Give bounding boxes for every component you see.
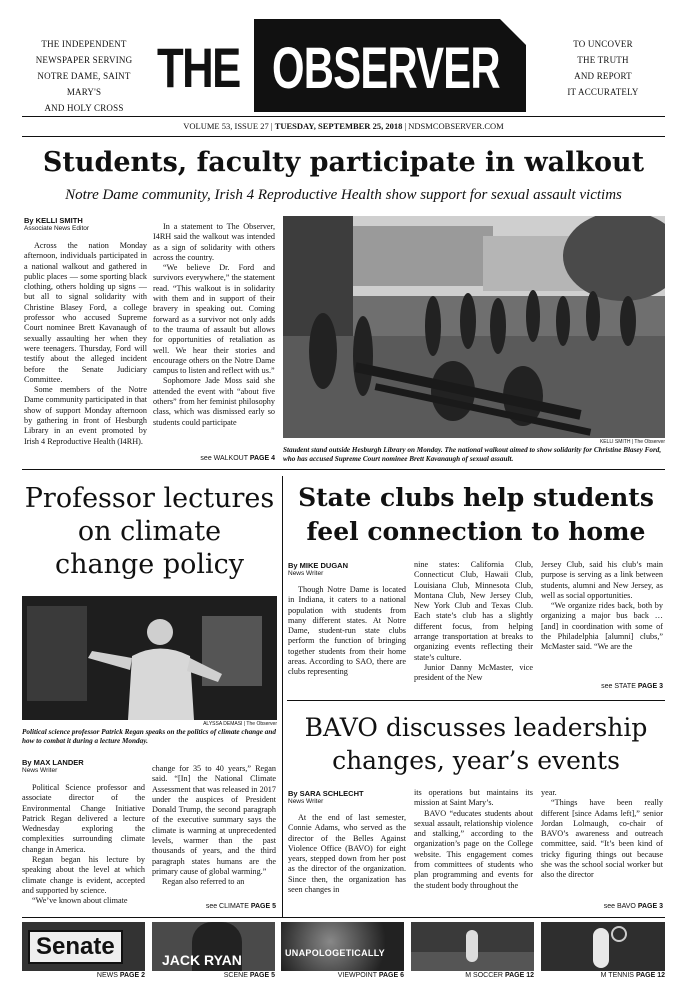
lead-col-2-text: In a statement to The Observer, I4RH said the walkout was intended as a sign of solidarity with others across the country. “We believe Dr. Ford and survivors everywhere,” the statement read. “This walkout is in solidarity with them and in support of their bravery in speaking out. Coming forward as a survivor not only adds to the trauma of assault but allows for opportunities of retaliation as well. We hear their stories and encourage others on the Notre Dame campus to listen and reflect with us.” Sophomore Jade Moss said she attended the event with “about five others” from her feminist philosophy class, which was dismissed early so students could participate — [153, 222, 275, 427]
climate-headline: Professor lectures on climate change policy — [24, 483, 275, 580]
lead-headline: Students, faculty participate in walkout — [42, 147, 645, 178]
lead-deck: Notre Dame community, Irish 4 Reproductive Health show support for sexual assault victims — [65, 187, 622, 203]
skybox-scene-label[interactable]: SCENE PAGE 5 — [223, 972, 275, 979]
skybox-news[interactable] — [22, 922, 145, 971]
bavo-col-2 — [414, 788, 533, 891]
masthead-observer-box — [254, 19, 526, 112]
climate-col-1-text: Political Science professor and associate director of the Environmental Change Initiative Patrick Regan delivered a lecture Wednesday exploring the complexities surrounding climate change in America. Regan began his lecture by speaking about the level at which climate change is evident, accepted and supported by science. “We’ve known about climate — [22, 783, 145, 906]
bavo-byline-role: News Writer — [288, 798, 324, 805]
clubs-col-3-text: Jersey Club, said his club’s main purpose is serving as a link between students, alumni and New Jersey, as well as social opportunities. “We organize rides back, both by organizing a major bus back … [and] in coordination with some of the Philadelphia [alumni] clubs,” McMaster said. “We are the — [541, 560, 663, 652]
clubs-bottom-rule — [287, 700, 665, 701]
clubs-col-2 — [414, 560, 533, 684]
bavo-col-1 — [288, 789, 406, 895]
issue-date: TUESDAY, SEPTEMBER 25, 2018 — [274, 121, 403, 131]
skybox-scene-overlay: JACK RYAN — [162, 952, 242, 968]
column-divider — [282, 476, 283, 918]
lead-byline-role: Associate News Editor — [24, 225, 90, 232]
climate-col-1 — [22, 758, 145, 907]
skybox-scene[interactable] — [152, 922, 275, 971]
clubs-col-3 — [541, 560, 663, 653]
skybox-viewpoint[interactable] — [281, 922, 404, 971]
climate-photo-caption: Political science professor Patrick Regan speaks on the politics of climate change and how to combat it during a lecture Monday. — [22, 728, 276, 745]
clubs-byline: By MIKE DUGAN — [288, 561, 349, 570]
bavo-col-3-text: year. “Things have been really different [since Adams left],” senior Jordan Lolmaugh, co-chair of BAVO’s awareness and outreach committee, said. “It’s been kind of tricky figuring things out because she was the school social worker but also the director — [541, 788, 663, 880]
clubs-col-2-text: nine states: California Club, Connecticut Club, Hawaii Club, Louisiana Club, Minnesota Club, Montana Club, New Jersey Club, New York Club and Texas Club. Each state’s club has a slightly different focus, from helping arrange transportation at breaks to organizing events reflecting their state’s culture. Junior Danny McMaster, vice president of the New — [414, 560, 533, 683]
skybox-mtennis-label[interactable]: M TENNIS PAGE 12 — [600, 972, 665, 979]
skybox-msoccer-label[interactable]: M SOCCER PAGE 12 — [465, 972, 534, 979]
skybox-msoccer[interactable] — [411, 922, 534, 971]
climate-byline: By MAX LANDER — [22, 758, 84, 767]
climate-jump[interactable]: see CLIMATE PAGE 5 — [205, 903, 276, 910]
bavo-col-2-text: its operations but maintains its mission at Saint Mary’s. BAVO “educates students about sexual assault, relationship violence and stalking,” according to the organization’s page on the College website. This engagement comes from committees of students who plan programming and events for the student body throughout the — [414, 788, 533, 890]
bavo-byline: By SARA SCHLECHT — [288, 789, 364, 798]
climate-col-2 — [152, 764, 276, 888]
skybox-news-overlay: Senate — [28, 930, 123, 964]
masthead-left-tagline: THE INDEPENDENT NEWSPAPER SERVING NOTRE DAME, SAINT MARY'S AND HOLY CROSS — [35, 39, 133, 113]
bavo-headline: BAVO discusses leadership changes, year’s events — [304, 713, 648, 775]
bavo-col-1-text: At the end of last semester, Connie Adams, who served as the director of the Belles Against Violence Office (BAVO) for eight years, stepped down from her post as the director of the organization. Since then, the organization has seen changes in — [288, 813, 406, 895]
skybox-top-rule — [22, 917, 665, 918]
masthead-observer: OBSERVER — [272, 36, 500, 101]
lead-byline: By KELLI SMITH — [24, 216, 83, 225]
lecture-photo-image — [22, 596, 277, 720]
lead-col-1-text: Across the nation Monday afternoon, individuals participated in a national walkout and gathered in public places — some sporting black clothing, others holding up signs — but all to signal solidarity with Christine Blasey Ford, a college professor who accused Supreme Court nominee Brett Kavanaugh of sexually assaulting her when they were teenagers. Thursday, Ford will testify about the alleged incident before the Senate Judiciary Committee. Some members of the Notre Dame community participated in that show of support Monday afternoon by gathering in front of Hesburgh Library in an event promoted by Irish 4 Reproductive Health (I4RH). — [24, 241, 147, 446]
masthead-right-tagline: TO UNCOVER THE TRUTH AND REPORT IT ACCURATELY — [567, 39, 639, 97]
masthead-the: THE — [157, 36, 240, 99]
lead-col-2 — [153, 222, 275, 428]
climate-photo-credit: ALYSSA DEMASI | The Observer — [203, 721, 277, 727]
dateline-rule — [22, 136, 665, 137]
lead-jump[interactable]: see WALKOUT PAGE 4 — [200, 455, 275, 462]
skybox-mtennis-player — [593, 928, 609, 968]
skybox-mtennis-racket — [611, 926, 627, 942]
dateline: VOLUME 53, ISSUE 27 | TUESDAY, SEPTEMBER 25, 2018 | NDSMCOBSERVER.COM — [183, 121, 504, 131]
lead-photo — [283, 216, 665, 438]
volume: VOLUME 53, ISSUE 27 — [183, 121, 269, 131]
bavo-jump[interactable]: see BAVO PAGE 3 — [603, 903, 663, 910]
climate-byline-role: News Writer — [22, 767, 58, 774]
lead-photo-caption: Staudent stand outside Hesburgh Library on Monday. The national walkout aimed to show solidarity for Christine Blasey Ford, who has accused Supreme Court nominee Brett Kavanaugh of sexual assault. — [283, 446, 662, 463]
website: NDSMCOBSERVER.COM — [408, 121, 504, 131]
skybox-viewpoint-light — [281, 922, 404, 971]
lead-col-1 — [24, 216, 147, 447]
clubs-jump[interactable]: see STATE PAGE 3 — [601, 683, 663, 690]
skybox-news-label[interactable]: NEWS PAGE 2 — [96, 972, 145, 979]
clubs-col-1 — [288, 561, 406, 678]
masthead-corner-fold — [500, 19, 526, 45]
bavo-col-3 — [541, 788, 663, 881]
clubs-headline: State clubs help students feel connection to home — [298, 483, 654, 546]
lead-photo-credit: KELLI SMITH | The Observer — [599, 439, 665, 445]
skybox-mtennis[interactable] — [541, 922, 665, 971]
masthead-rule — [22, 116, 665, 117]
skybox-viewpoint-overlay: UNAPOLOGETICALLY — [285, 948, 385, 958]
masthead — [0, 0, 687, 118]
climate-col-2-text: change for 35 to 40 years,” Regan said. “[In] the National Climate Assessment that was released in 2017 under the auspices of President Donald Trump, the second paragraph of the executive summary says the climate is warming at unprecedented levels, warmer than the past thousands of years, and the third paragraph states humans are the primary cause of global warming.” Regan also referred to an — [152, 764, 276, 887]
climate-photo — [22, 596, 277, 720]
walkout-photo-image — [283, 216, 665, 438]
clubs-col-1-text: Though Notre Dame is located in Indiana, it caters to a national population with students from many different states. At Notre Dame, student-run state clubs perform the function of bringing together students from their home areas. According to SAO, there are clubs representing — [288, 585, 406, 677]
skybox-msoccer-player — [466, 930, 478, 962]
skybox-viewpoint-label[interactable]: VIEWPOINT PAGE 6 — [337, 972, 404, 979]
lead-bottom-rule — [22, 469, 665, 470]
clubs-byline-role: News Writer — [288, 570, 324, 577]
